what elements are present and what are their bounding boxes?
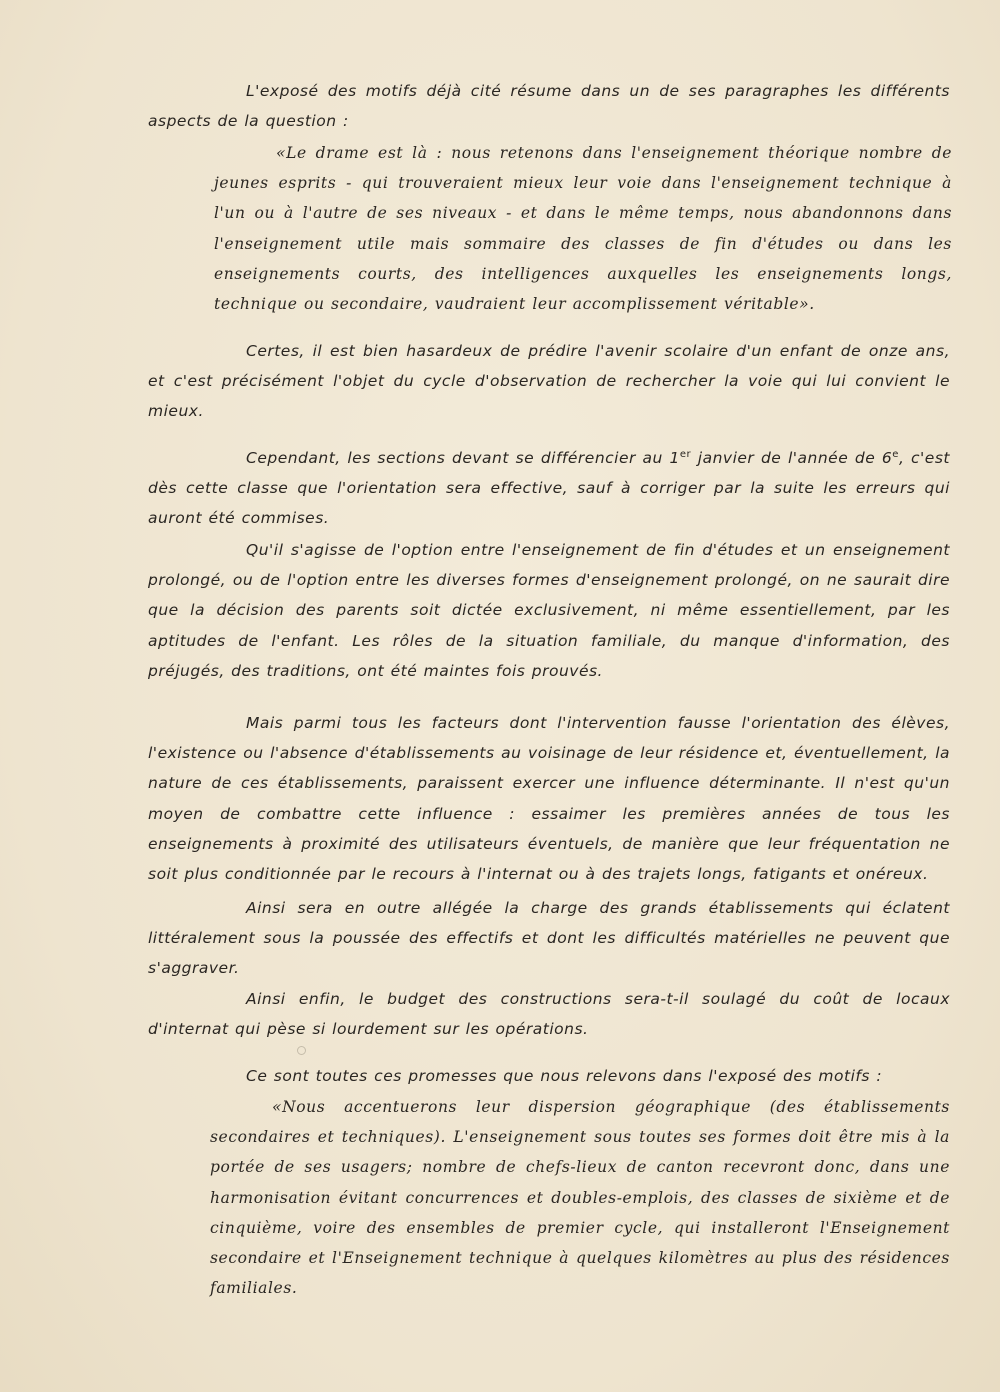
paragraph-ainsi-outre: Ainsi sera en outre allégée la charge des grands établissements qui éclatent littéralement sous la poussée des effectifs et dont les difficultés matérielles ne peuvent que s'aggraver. [148, 899, 950, 978]
cependant-text-a: Cependant, les sections devant se différencier au 1 [246, 449, 680, 467]
paragraph-option: Qu'il s'agisse de l'option entre l'enseignement de fin d'études et un enseignement prolongé, ou de l'option entre les diverses formes d'enseignement prolongé, on ne saurait dire que la décision des parents soit dictée exclusivement, ni même essentiellement, par les aptitudes de l'enfant. Les rôles de la situation familiale, du manque d'information, des préjugés, des traditions, ont été maintes fois prouvés. [148, 541, 950, 680]
paragraph-facteurs: Mais parmi tous les facteurs dont l'intervention fausse l'orientation des élèves, l'existence ou l'absence d'établissements au voisinage de leur résidence et, éventuellement, la nature de ces établissements, paraissent exercer une influence déterminante. Il n'est qu'un moyen de combattre cette influence : essaimer les premières années de tous les enseignements à proximité des utilisateurs éventuels, de manière que leur fréquentation ne soit plus conditionnée par le recours à l'internat ou à des trajets longs, fatigants et onéreux. [148, 714, 950, 884]
paragraph-intro: L'exposé des motifs déjà cité résume dans un de ses paragraphes les différents aspects de la question : [148, 82, 950, 131]
cependant-text-b: janvier de l'année de 6 [691, 449, 893, 467]
superscript-er: er [679, 448, 692, 460]
cependant-text-c: , c'est dès cette classe que l'orientation sera effective, sauf à corriger par la suite les erreurs qui auront été commises. [148, 449, 950, 528]
paragraph-cependant [148, 443, 950, 534]
paragraph-ainsi-enfin: Ainsi enfin, le budget des constructions sera-t-il soulagé du coût de locaux d'internat qui pèse si lourdement sur les opérations. [148, 990, 950, 1039]
paragraph-certes: Certes, il est bien hasardeux de prédire l'avenir scolaire d'un enfant de onze ans, et c'est précisément l'objet du cycle d'observation de rechercher la voie qui lui convient le mieux. [148, 342, 950, 421]
quote-dispersion: «Nous accentuerons leur dispersion géographique (des établissements secondaires et techniques). L'enseignement sous toutes ses formes doit être mis à la portée de ses usagers; nombre de chefs-lieux de canton recevront donc, dans une harmonisation évitant concurrences et doubles-emplois, des classes de sixième et de cinquième, voire des ensembles de premier cycle, qui installeront l'Enseignement secondaire et l'Enseignement technique à quelques kilomètres au plus des résidences familiales. [210, 1098, 950, 1298]
quote-drame: «Le drame est là : nous retenons dans l'enseignement théorique nombre de jeunes esprits - qui trouveraient mieux leur voie dans l'enseignement technique à l'un ou à l'autre de ses niveaux - et dans le même temps, nous abandonnons dans l'enseignement utile mais sommaire des classes de fin d'études ou dans les enseignements courts, des intelligences auxquelles les enseignements longs, technique ou secondaire, vaudraient leur accomplissement véritable». [214, 144, 952, 314]
stain-mark [297, 1046, 306, 1055]
paragraph-promesses: Ce sont toutes ces promesses que nous relevons dans l'exposé des motifs : [246, 1067, 883, 1085]
superscript-e: e [892, 448, 899, 460]
